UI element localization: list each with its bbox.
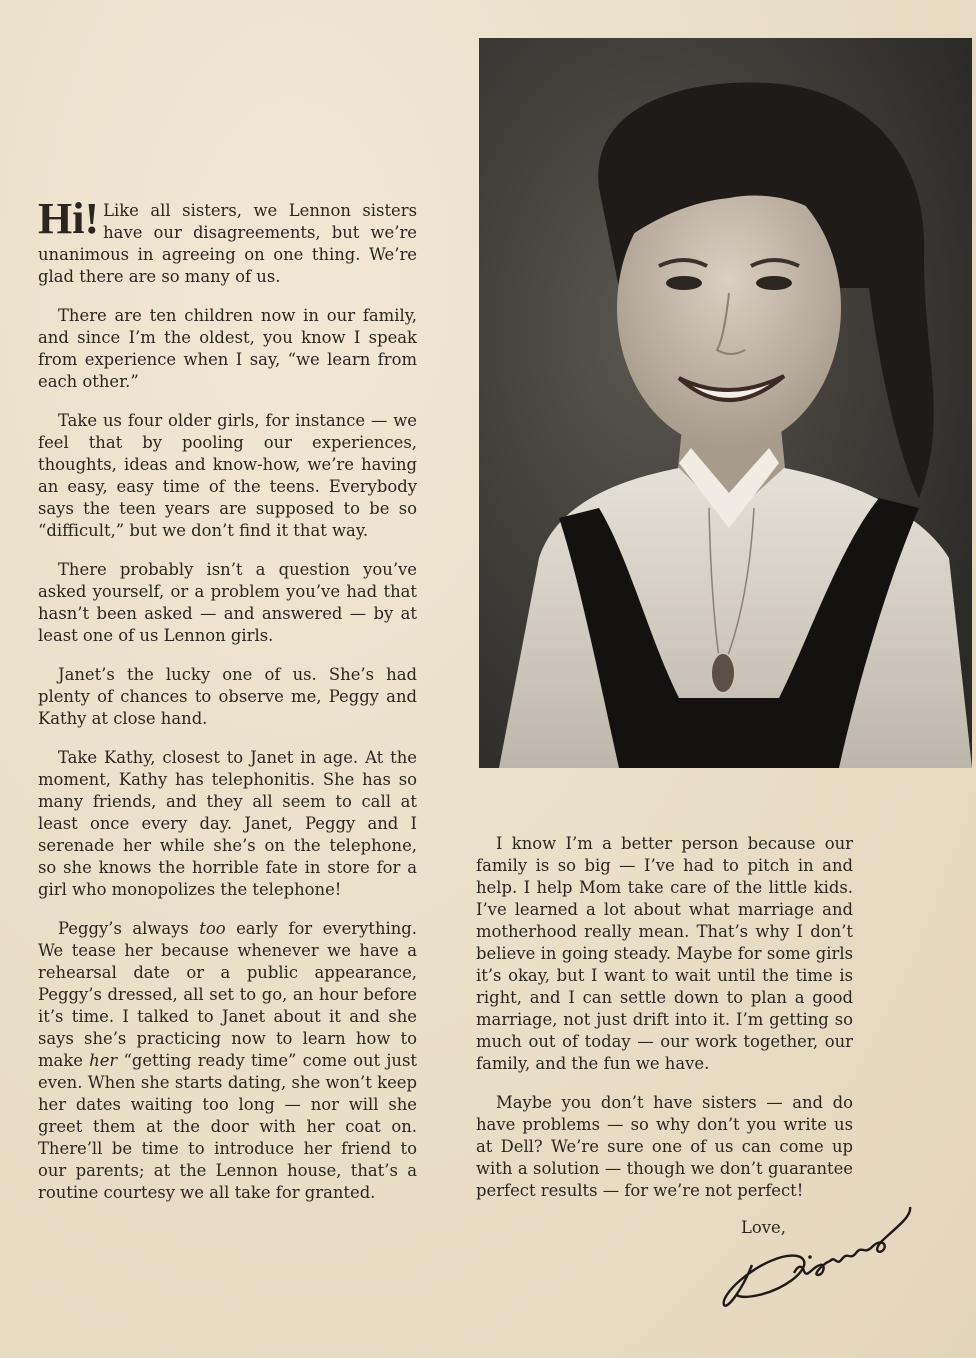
- letter-paragraph-9: Maybe you don’t have sisters — and do have problems — so why don’t you write us at Dell? We’re sure one of us can come up with a solution — though we don’t guarantee perfect results — for we’re not perfect!: [476, 1093, 853, 1200]
- signature-dianne: [712, 1195, 932, 1325]
- portrait-illustration: [479, 38, 972, 768]
- letter-right-column: [476, 833, 853, 1219]
- letter-paragraph-3: Take us four older girls, for instance — we feel that by pooling our experiences, thoughts, ideas and know-how, we’re having an easy, easy time of the teens. Everybody says the teen years are supposed to be so “difficult,” but we don’t find it that way.: [38, 411, 417, 540]
- letter-closing: Love,: [741, 1218, 786, 1237]
- letter-paragraph-4: There probably isn’t a question you’ve asked yourself, or a problem you’ve had that hasn’t been asked — and answered — by at least one of us Lennon girls.: [38, 560, 417, 645]
- letter-paragraph-7: Peggy’s always too early for everything. We tease her because whenever we have a rehearsal date or a public appearance, Peggy’s dressed, all set to go, an hour before it’s time. I talked to Janet about it and she says she’s practicing now to learn how to make her “getting ready time” come out just even. When she starts dating, she won’t keep her dates waiting too long — nor will she greet them at the door with her coat on. There’ll be time to introduce her friend to our parents; at the Lennon house, that’s a routine courtesy we all take for granted.: [38, 919, 418, 1202]
- letter-paragraph-1: Hi! Like all sisters, we Lennon sisters have our disagreements, but we’re unanimous in agreeing on one thing. We’re glad there are so many of us.: [38, 194, 417, 286]
- letter-paragraph-5: Janet’s the lucky one of us. She’s had plenty of chances to observe me, Peggy and Kathy at close hand.: [38, 665, 417, 728]
- letter-paragraph-6: Take Kathy, closest to Janet in age. At the moment, Kathy has telephonitis. She has so many friends, and they all seem to call at least once every day. Janet, Peggy and I serenade her while she’s on the telephone, so she knows the horrible fate in store for a girl who monopolizes the telephone!: [38, 748, 417, 899]
- portrait-photo: [479, 38, 972, 768]
- letter-paragraph-2: There are ten children now in our family, and since I’m the oldest, you know I speak from experience when I say, “we learn from each other.”: [38, 306, 417, 391]
- letter-paragraph-8: I know I’m a better person because our family is so big — I’ve had to pitch in and help. I help Mom take care of the little kids. I’ve learned a lot about what marriage and motherhood really mean. That’s why I don’t believe in going steady. Maybe for some girls it’s okay, but I want to wait until the time is right, and I can settle down to plan a good marriage, not just drift into it. I’m getting so much out of today — our work together, our family, and the fun we have.: [476, 834, 853, 1073]
- greeting-dropcap: Hi!: [38, 194, 100, 243]
- letter-left-column: [38, 194, 418, 1221]
